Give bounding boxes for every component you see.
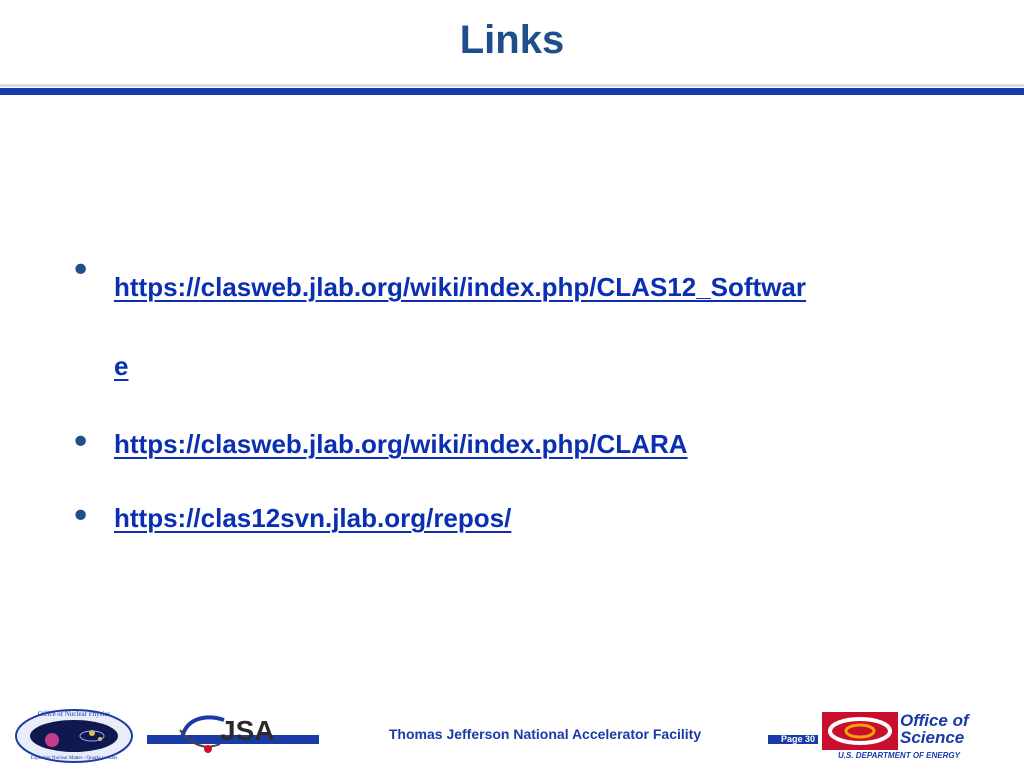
list-item: [70, 407, 970, 481]
jsa-logo-text: JSA: [220, 715, 275, 746]
link-clas12-software-continued[interactable]: e: [114, 351, 129, 381]
bullet-icon: •: [70, 496, 92, 537]
office-of-science-logo: [822, 712, 898, 755]
onp-logo-bottom-text: Exploring Nuclear Matter - Quarks to Stars: [30, 756, 118, 761]
ofs-line2: Science: [900, 728, 965, 747]
footer-institution: Thomas Jefferson National Accelerator Facility: [388, 726, 702, 742]
onp-logo-top-text: Office of Nuclear Physics: [37, 710, 111, 718]
list-item: [70, 481, 970, 555]
title-rule: [0, 88, 1024, 95]
bullet-icon: •: [70, 422, 92, 463]
links-list: [70, 250, 970, 555]
office-of-nuclear-physics-logo: [12, 706, 137, 769]
slide-title: Links: [459, 18, 565, 62]
office-of-science-text: [900, 712, 969, 746]
title-rule-thin: [0, 84, 1024, 87]
ofs-line1: Office of: [900, 711, 969, 730]
link-clara[interactable]: https://clasweb.jlab.org/wiki/index.php/CLARA: [114, 429, 688, 459]
jsa-logo: [176, 708, 284, 763]
page-number: Page 30: [781, 734, 816, 744]
bullet-icon: •: [70, 250, 92, 291]
doe-text: U.S. DEPARTMENT OF ENERGY: [838, 751, 960, 760]
link-clas12svn-repos[interactable]: https://clas12svn.jlab.org/repos/: [114, 503, 512, 533]
list-item: [70, 250, 970, 405]
link-clas12-software[interactable]: https://clasweb.jlab.org/wiki/index.php/CLAS12_Softwar: [114, 272, 807, 302]
